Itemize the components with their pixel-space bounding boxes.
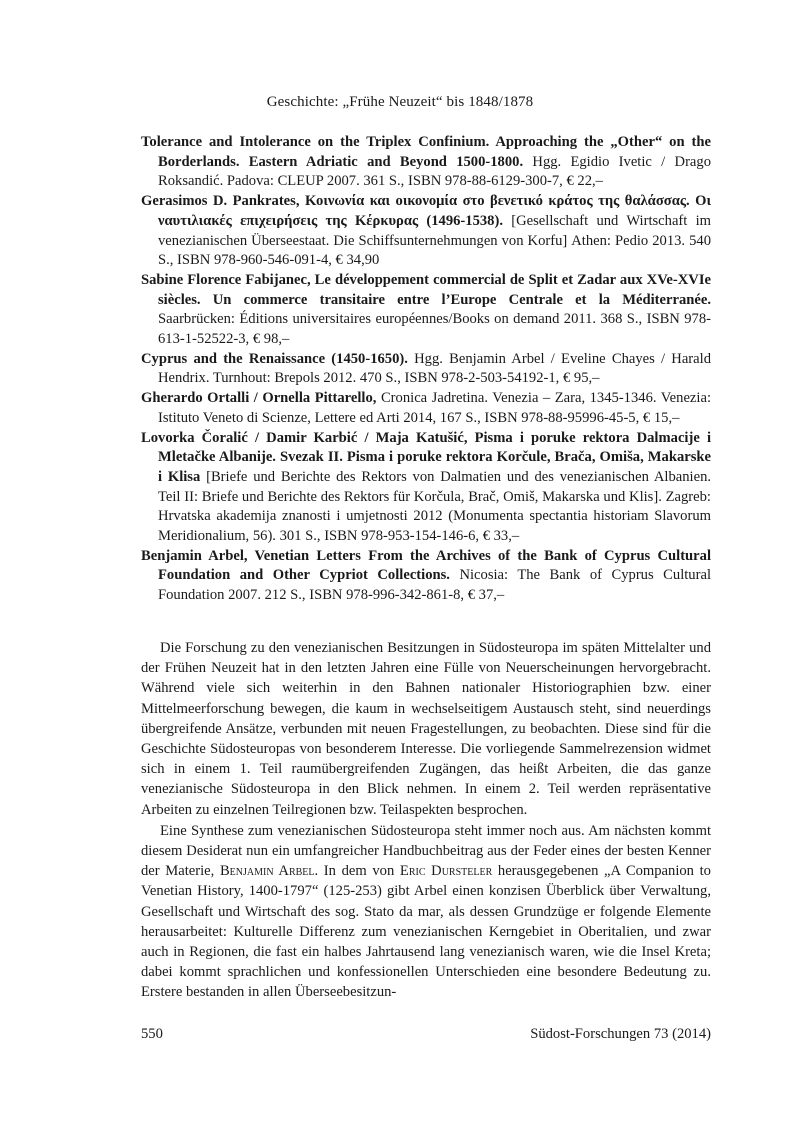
entry-title: Gerasimos D. Pankrates, Κοινωνία και οικονομία στο βενετικό κράτος της θαλάσσας. Οι ναυτιλιακές επιχειρήσεις της Κέρκυρας (1496-1538). xyxy=(141,193,711,229)
bibliography-entry xyxy=(141,192,711,271)
bibliography-entry xyxy=(141,389,711,428)
entry-details: [Briefe und Berichte des Rektors von Dalmatien und des venezianischen Albanien. Teil II: Briefe und Berichte des Rektors für Korčula, Brač, Omiš, Makarska und Klis]. Zagreb: Hrvatska akademija znanosti i umjetnosti 2012 (Monumenta spectantia historiam Slavorum Meridionalium, 56). 301 S., ISBN 978-953-154-146-6, € 33,– xyxy=(158,468,712,545)
paragraph-text: . In dem von xyxy=(314,863,400,880)
bibliography-entry xyxy=(141,429,711,547)
paragraph-text: herausgegebenen „A Companion to Venetian History, 1400-1797“ (125-253) gibt Arbel einen konzisen Überblick über Verwaltung, Gesellschaft und Wirtschaft des sog. Stato da mar, als dessen Grundzüge er folgende Elemente herausarbeitet: Kulturelle Differenz zum venezianischen Kerngebiet in Oberitalien, und zwar auch in Regionen, die fast ein halbes Jahrtausend lang venezianisch waren, wie die Insel Kreta; dabei kommt sprachlichen und konfessionellen Unterschieden eine besondere Bedeutung zu. Erstere bestanden in allen Überseebesitzun- xyxy=(141,863,711,1001)
entry-details: Nicosia: The Bank of Cyprus Cultural Foundation 2007. 212 S., ISBN 978-996-342-861-8, € 37,– xyxy=(158,567,711,604)
review-body xyxy=(141,638,711,1004)
bibliography-entry xyxy=(141,133,711,192)
author-name: Benjamin Arbel xyxy=(219,863,315,880)
page-number: 550 xyxy=(141,1026,163,1042)
paragraph-intro: Die Forschung zu den venezianischen Besitzungen in Südosteuropa im späten Mittelalter und der Frühen Neuzeit hat in den letzten Jahren eine Fülle von Neuerscheinungen hervorgebracht. Während viele sich weiterhin in den Bahnen nationaler Historiographien bzw. einer Mittelmeerforschung bewegen, die kaum in wechselseitigem Austausch steht, sind neuerdings übergreifende Ansätze, verbunden mit neuen Fragestellungen, zu beobachten. Diese sind für die Geschichte Südosteuropas von besonderem Interesse. Die vorliegende Sammelrezension widmet sich in einem 1. Teil raumübergreifenden Zugängen, das heißt Arbeiten, die das ganze venezianische Südosteuropa in den Blick nehmen. In einem 2. Teil werden repräsentative Arbeiten zu einzelnen Teilregionen bzw. Teilaspekten besprochen. xyxy=(141,640,711,818)
entry-details: Hgg. Benjamin Arbel / Eveline Chayes / Harald Hendrix. Turnhout: Brepols 2012. 470 S., ISBN 978-2-503-54192-1, € 95,– xyxy=(158,350,711,387)
entry-title: Lovorka Čoralić / Damir Karbić / Maja Katušić, Pisma i poruke rektora Dalmacije i Mletačke Albanije. Svezak II. Pisma i poruke rektora Korčule, Brača, Omiša, Makarske i Klisa xyxy=(141,429,711,485)
entry-details: Hgg. Egidio Ivetic / Drago Roksandić. Padova: CLEUP 2007. 361 S., ISBN 978-88-6129-300-7, € 22,– xyxy=(158,153,711,190)
entry-title: Gherardo Ortalli / Ornella Pittarello, xyxy=(141,390,377,407)
paragraph-text: Eine Synthese zum venezianischen Südosteuropa steht immer noch aus. Am nächsten kommt diesem Desiderat nun ein umfangreicher Handbuchbeitrag aus der Feder eines der besten Kenner der Materie, xyxy=(141,822,711,880)
entry-details: Saarbrücken: Éditions universitaires européennes/Books on demand 2011. 368 S., ISBN 978-613-1-52522-3, € 98,– xyxy=(158,311,711,348)
bibliography-entry xyxy=(141,350,711,389)
entry-title: Benjamin Arbel, Venetian Letters From the Archives of the Bank of Cyprus Cultural Foundation and Other Cypriot Collections. xyxy=(141,547,711,584)
running-head: Geschichte: „Frühe Neuzeit“ bis 1848/1878 xyxy=(266,94,534,110)
entry-details: [Gesellschaft und Wirtschaft im venezianischen Überseestaat. Die Schiffsunternehmungen von Korfu] Athen: Pedio 2013. 540 S., ISBN 978-960-546-091-4, € 34,90 xyxy=(158,212,711,269)
paragraph-synthesis xyxy=(141,821,711,1003)
bibliography-entry xyxy=(141,547,711,606)
entry-title: Tolerance and Intolerance on the Triplex Confinium. Approaching the „Other“ on the Borderlands. Eastern Adriatic and Beyond 1500-1800. xyxy=(141,134,711,170)
bibliography-entry xyxy=(141,271,711,350)
entry-title: Cyprus and the Renaissance (1450-1650). xyxy=(141,350,408,367)
entry-details: Cronica Jadretina. Venezia – Zara, 1345-1346. Venezia: Istituto Veneto di Scienze, Lettere ed Arti 2014, 167 S., ISBN 978-88-95996-45-5, € 15,– xyxy=(158,390,712,426)
editor-name: Eric Dursteler xyxy=(399,863,493,880)
bibliography-list xyxy=(141,133,711,606)
journal-footer: Südost-Forschungen 73 (2014) xyxy=(530,1026,711,1042)
entry-title: Sabine Florence Fabijanec, Le développement commercial de Split et Zadar aux XVe-XVIe siècles. Un commerce transitaire entre l’Europe Centrale et la Méditerranée. xyxy=(141,271,711,308)
